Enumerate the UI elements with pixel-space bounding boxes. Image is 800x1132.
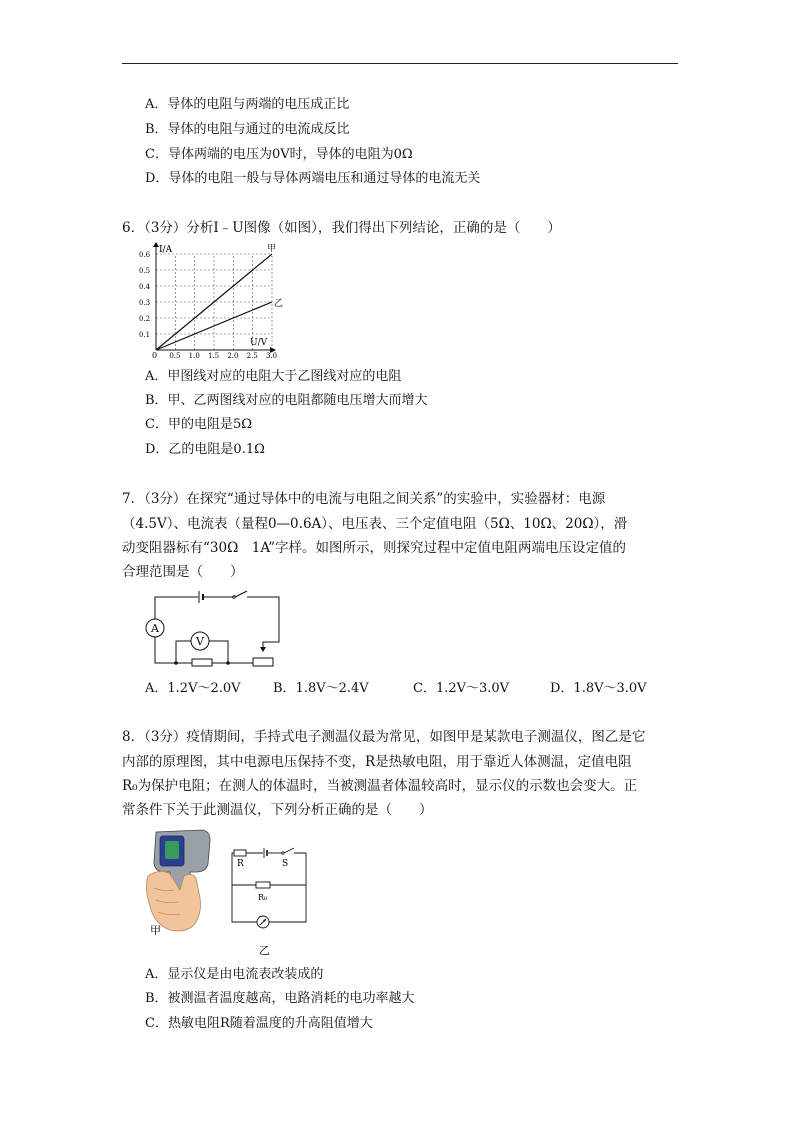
q7-stem-line-2: （4.5V）、电流表（量程0—0.6A）、电压表、三个定值电阻（5Ω、10Ω、20Ω），滑	[122, 516, 628, 532]
header-rule	[122, 63, 678, 64]
iu-chart	[132, 242, 284, 360]
switch-blade[interactable]	[235, 591, 247, 597]
q8-option-c[interactable]: C．热敏电阻R随着温度的升高阻值增大	[145, 1016, 373, 1031]
q8-option-a[interactable]: A．显示仪是由电流表改装成的	[145, 967, 324, 982]
q8-wire-top	[232, 853, 234, 882]
voltmeter-label: V	[196, 635, 204, 648]
q6-stem: 6．（3分）分析I﹣U图像（如图），我们得出下列结论，正确的是（ ）	[122, 220, 561, 236]
rheostat	[253, 658, 273, 666]
q8-stem-line-1: 8．（3分）疫情期间，手持式电子测温仪最为常见，如图甲是某款电子测温仪，图乙是它	[122, 729, 646, 745]
q7-option-a[interactable]: A．1.2V～2.0V	[145, 681, 241, 696]
y-tick-label: 0.6	[139, 251, 151, 259]
x-tick-label: 2.5	[246, 352, 258, 360]
x-tick-label: 2.0	[227, 352, 239, 360]
y-tick-label: 0.4	[139, 283, 151, 291]
y-tick-label: 0.3	[139, 299, 151, 307]
label-R: R	[237, 859, 244, 869]
q7-stem-line-3: 动变阻器标有“30Ω 1A”字样。如图所示，则探究过程中定值电阻两端电压设定值的	[122, 540, 627, 556]
q6-option-d[interactable]: D．乙的电阻是0.1Ω	[145, 442, 265, 457]
q8-circuit-diagram	[226, 844, 316, 962]
q7-stem-line-1: 7．（3分）在探究“通过导体中的电流与电阻之间关系”的实验中，实验器材：电源	[122, 491, 606, 507]
origin-label: 0	[152, 351, 158, 360]
gun-screen-glow	[165, 841, 179, 859]
resistor-R0	[256, 882, 270, 888]
q6-option-c[interactable]: C．甲的电阻是5Ω	[145, 417, 252, 432]
q8-stem-line-3: R₀为保护电阻；在测人的体温时，当被测温者体温较高时，显示仪的示数也会变大。正	[122, 778, 638, 794]
fig-yi-label: 乙	[259, 944, 270, 957]
thermometer-gun-illustration	[140, 826, 220, 936]
q8-stem-line-2: 内部的原理图，其中电源电压保持不变，R是热敏电阻，用于靠近人体测温，定值电阻	[122, 754, 632, 770]
x-tick-label: 0.5	[169, 352, 181, 360]
rheostat-slider-arrow[interactable]	[260, 647, 266, 652]
q6-option-b[interactable]: B．甲、乙两图线对应的电阻都随电压增大而增大	[145, 393, 428, 408]
x-tick-label: 1.5	[208, 352, 220, 360]
q5-option-a[interactable]: A．导体的电阻与两端的电压成正比	[145, 97, 350, 112]
q8-stem-line-4: 常条件下关于此测温仪，下列分析正确的是（ ）	[122, 802, 433, 818]
q7-circuit-diagram	[136, 585, 286, 667]
hand	[146, 871, 200, 931]
x-axis-label: U/V	[250, 338, 268, 348]
ammeter-label: A	[151, 622, 159, 635]
switch-contact	[233, 596, 236, 599]
y-tick-label: 0.1	[139, 331, 151, 339]
q7-option-b[interactable]: B．1.8V～2.4V	[273, 681, 369, 696]
series-label-0: 甲	[267, 244, 277, 254]
q8-switch-contact	[282, 852, 284, 854]
y-tick-label: 0.2	[139, 315, 151, 323]
series-label-1: 乙	[274, 299, 284, 309]
q7-option-d[interactable]: D．1.8V～3.0V	[550, 681, 647, 696]
q6-option-a[interactable]: A．甲图线对应的电阻大于乙图线对应的电阻	[145, 369, 402, 384]
q7-option-c[interactable]: C．1.2V～3.0V	[413, 681, 510, 696]
voltmeter-wire	[176, 641, 191, 663]
y-tick-label: 0.5	[139, 267, 151, 275]
q5-option-c[interactable]: C．导体两端的电压为0V时，导体的电阻为0Ω	[145, 147, 413, 162]
label-S: S	[282, 859, 289, 869]
q5-option-d[interactable]: D．导体的电阻一般与导体两端电压和通过导体的电流无关	[145, 171, 481, 186]
sensor-R	[234, 850, 246, 856]
q7-stem-line-4: 合理范围是（ ）	[122, 564, 244, 580]
y-axis-label: I/A	[159, 245, 173, 255]
q5-option-b[interactable]: B．导体的电阻与通过的电流成反比	[145, 122, 350, 137]
q8-option-b[interactable]: B．被测温者温度越高，电路消耗的电功率越大	[145, 991, 415, 1006]
q8-switch-blade[interactable]	[284, 848, 294, 853]
circuit-wire-right	[247, 597, 279, 648]
fig-jia-label: 甲	[150, 924, 161, 937]
x-tick-label: 3.0	[266, 352, 278, 360]
fixed-resistor	[192, 659, 212, 666]
label-R0: R₀	[258, 893, 268, 902]
x-tick-label: 1.0	[188, 352, 200, 360]
